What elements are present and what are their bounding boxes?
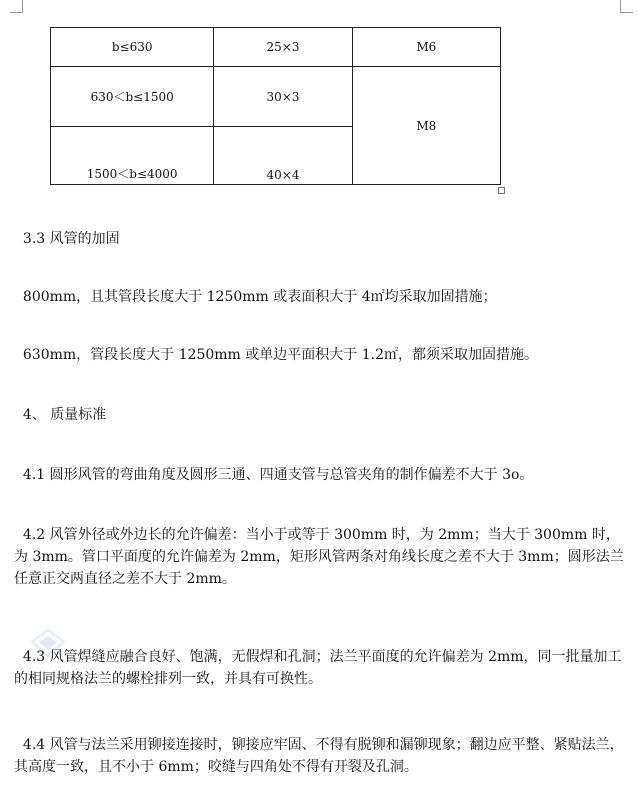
table-cell-bolt-merged[interactable] bbox=[352, 67, 500, 185]
paragraph: 4.1 圆形风管的弯曲角度及圆形三通、四通支管与总管夹角的制作偏差不大于 3o。 bbox=[14, 467, 534, 483]
table-row bbox=[51, 67, 501, 127]
bolt-spec-table[interactable] bbox=[50, 27, 501, 185]
table-cell-width[interactable] bbox=[51, 127, 214, 185]
table-cell-bolt[interactable]: M6 bbox=[352, 28, 500, 67]
cell-text: 30×3 bbox=[266, 89, 300, 104]
table-cell-flange[interactable] bbox=[214, 127, 352, 185]
cell-text: 630＜b≤1500 bbox=[90, 90, 174, 104]
cell-text: 1500＜b≤4000 bbox=[86, 167, 178, 181]
paragraph: 800mm，且其管段长度大于 1250mm 或表面积大于 4㎡均采取加固措施； bbox=[14, 289, 497, 305]
table-cell-width[interactable]: b≤630 bbox=[51, 28, 214, 67]
table-resize-handle[interactable] bbox=[498, 187, 505, 194]
table-cell-flange[interactable] bbox=[214, 67, 352, 127]
table-row bbox=[51, 28, 501, 67]
paragraph: 630mm，管段长度大于 1250mm 或单边平面积大于 1.2㎡，都须采取加固措施。 bbox=[14, 347, 538, 363]
page-corner-mark-right bbox=[620, 0, 633, 13]
section-heading-3-3: 3.3 风管的加固 bbox=[14, 231, 120, 247]
paragraph: 4.3 风管焊缝应融合良好、饱满，无假焊和孔洞；法兰平面度的允许偏差为 2mm，同一批量加工的相同规格法兰的螺栓排列一致，并具有可换性。 bbox=[14, 649, 622, 687]
paragraph: 4.4 风管与法兰采用铆接连接时，铆接应牢固、不得有脱铆和漏铆现象；翻边应平整、紧贴法兰，其高度一致，且不小于 6mm；咬缝与四角处不得有开裂及孔洞。 bbox=[14, 737, 624, 775]
page-corner-mark-left bbox=[10, 0, 23, 13]
cell-text: 40×4 bbox=[266, 168, 300, 182]
cell-text: M8 bbox=[416, 118, 437, 133]
section-heading-4: 4、 质量标准 bbox=[14, 407, 107, 423]
paragraph: 4.2 风管外径或外边长的允许偏差：当小于或等于 300mm 时，为 2mm；当大于 300mm 时，为 3mm。管口平面度的允许偏差为 2mm，矩形风管两条对角线长度之差不大于 3mm；圆形法兰任意正交两直径之差不大于 2mm。 bbox=[14, 527, 624, 587]
table-cell-width[interactable] bbox=[51, 67, 214, 127]
table-cell-flange[interactable]: 25×3 bbox=[214, 28, 352, 67]
